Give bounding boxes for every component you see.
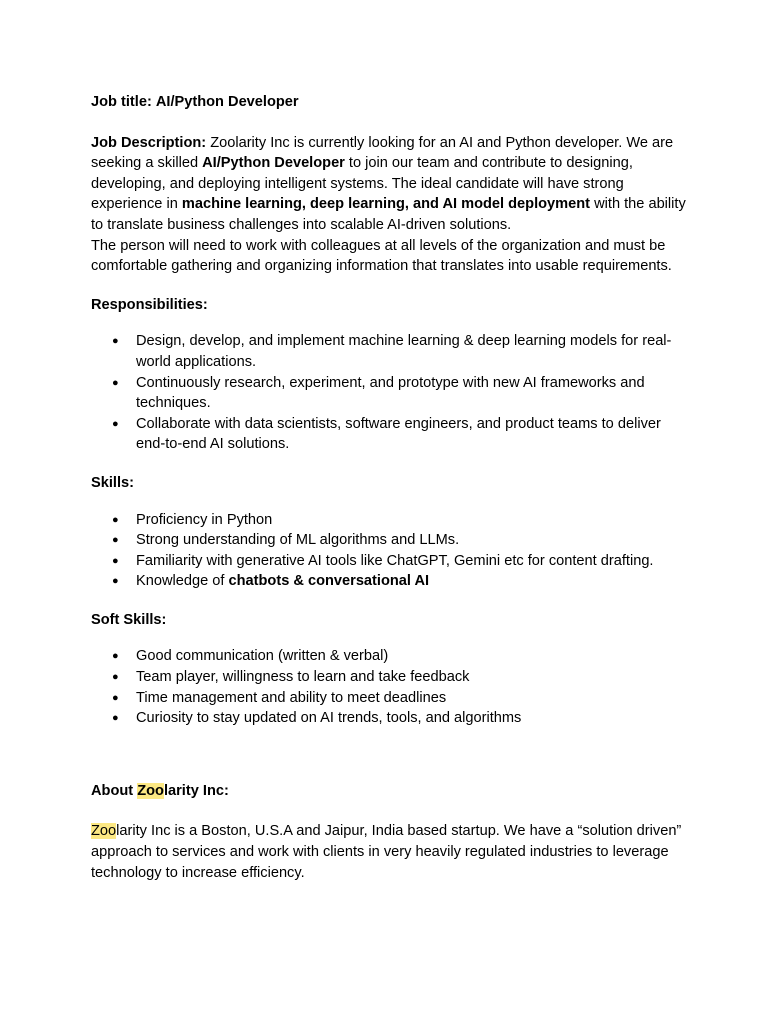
list-item: ● Continuously research, experiment, and prototype with new AI frameworks and techniques.: [91, 373, 691, 414]
description-paragraph-2: The person will need to work with colleagues at all levels of the organization and must be comfortable gathering and organizing information that translates into usable requirements.: [91, 237, 672, 275]
list-item: ● Familiarity with generative AI tools like ChatGPT, Gemini etc for content drafting.: [91, 551, 691, 572]
description-text-1: Zoolarity Inc is currently looking for an AI and Python developer. We are seeking a skilled: [91, 134, 674, 172]
about-heading-highlight: Zoo: [137, 782, 164, 799]
job-title-label: Job title:: [91, 94, 152, 110]
soft-skills-list: [91, 646, 691, 728]
job-title-value: AI/Python Developer: [155, 94, 299, 110]
list-item: ● Team player, willingness to learn and take feedback: [91, 667, 691, 688]
job-description: [91, 133, 691, 236]
list-item: [91, 571, 691, 592]
about-heading-suffix: larity Inc:: [163, 782, 229, 799]
document-body: [91, 92, 691, 883]
about-body-text: larity Inc is a Boston, U.S.A and Jaipur, India based startup. We have a “solution driven” approach to services and work with clients in very heavily regulated industries to leverage technology to increase efficiency.: [91, 823, 682, 881]
description-bold-1: AI/Python Developer: [202, 155, 345, 172]
list-item: ● Good communication (written & verbal): [91, 646, 691, 667]
list-item: ● Curiosity to stay updated on AI trends, tools, and algorithms: [91, 708, 691, 729]
spacer: [91, 747, 691, 781]
about-paragraph: [91, 821, 691, 883]
list-item: ● Strong understanding of ML algorithms and LLMs.: [91, 530, 691, 551]
list-item: ● Time management and ability to meet deadlines: [91, 688, 691, 709]
list-item: ● Design, develop, and implement machine learning & deep learning models for real-world applications.: [91, 331, 691, 372]
skill-prefix: Knowledge of: [136, 573, 229, 590]
list-item: ● Collaborate with data scientists, software engineers, and product teams to deliver end-to-end AI solutions.: [91, 414, 691, 455]
list-item: ● Proficiency in Python: [91, 510, 691, 531]
description-text-3: with the ability to translate business challenges into scalable AI-driven solutions.: [91, 196, 686, 233]
job-title: [91, 92, 691, 113]
skills-heading: Skills:: [91, 474, 134, 491]
skill-bold: chatbots & conversational AI: [228, 573, 430, 590]
job-description-label: Job Description:: [91, 134, 207, 151]
description-bold-2: machine learning, deep learning, and AI model deployment: [181, 196, 591, 213]
skills-list: [91, 510, 691, 592]
description-text-2: to join our team and contribute to designing, developing, and deploying intelligent systems. The ideal candidate will have strong experience in: [91, 155, 633, 213]
about-body-highlight: Zoo: [91, 823, 117, 840]
responsibilities-list: [91, 331, 691, 455]
soft-skills-heading: Soft Skills:: [91, 611, 167, 628]
responsibilities-heading: Responsibilities:: [91, 296, 208, 313]
about-heading-prefix: About: [91, 782, 138, 799]
about-heading: [91, 781, 691, 802]
